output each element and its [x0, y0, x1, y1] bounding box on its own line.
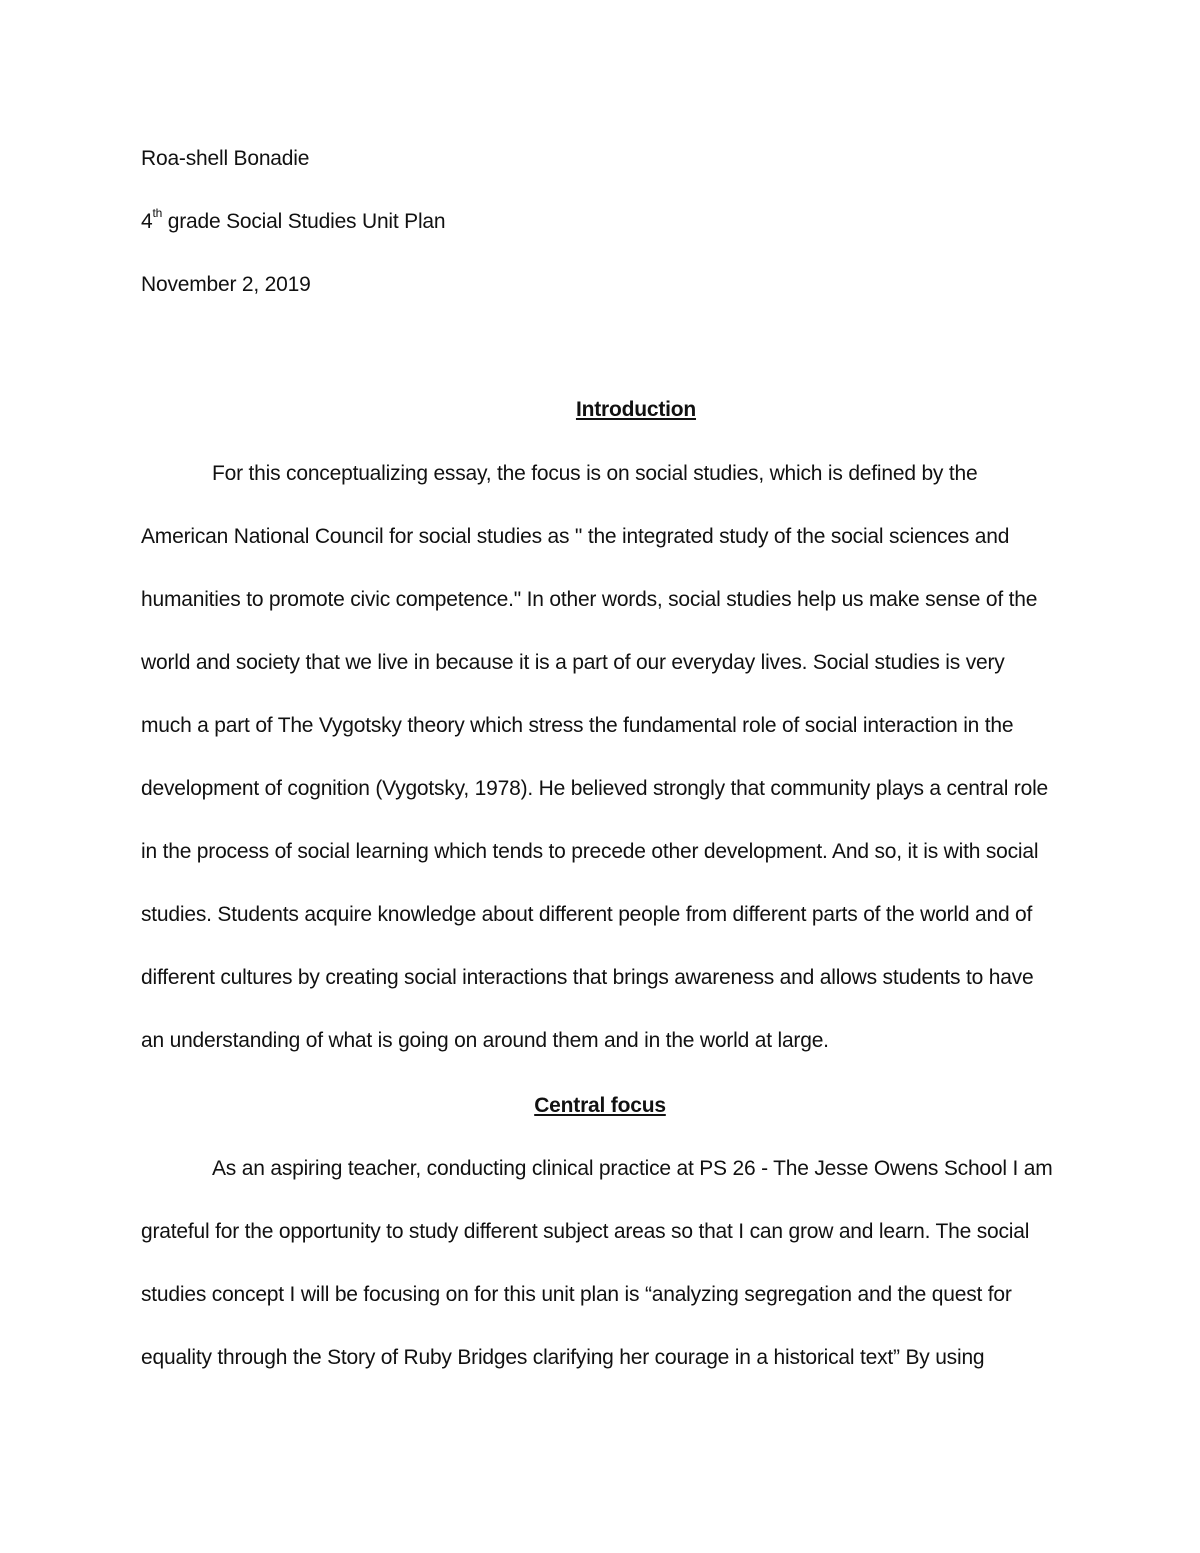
central-focus-heading: Central focus — [534, 1094, 666, 1117]
course-grade-number: 4 — [141, 210, 153, 233]
paragraph-line: world and society that we live in because it is a part of our everyday lives. Social studies is very — [141, 651, 1005, 674]
paragraph-line: humanities to promote civic competence." In other words, social studies help us make sense of the — [141, 588, 1038, 611]
introduction-paragraph — [141, 442, 1061, 1072]
paragraph-line: studies concept I will be focusing on for this unit plan is “analyzing segregation and the quest for — [141, 1283, 1012, 1306]
document-date: November 2, 2019 — [141, 273, 311, 296]
course-title — [141, 190, 1061, 253]
paragraph-line: different cultures by creating social interactions that brings awareness and allows students to have — [141, 966, 1034, 989]
paragraph-line: development of cognition (Vygotsky, 1978). He believed strongly that community plays a central role — [141, 777, 1049, 800]
paragraph-line: in the process of social learning which tends to precede other development. And so, it is with social — [141, 840, 1039, 863]
paragraph-line: As an aspiring teacher, conducting clinical practice at PS 26 - The Jesse Owens School I am — [212, 1157, 1053, 1180]
paragraph-line: equality through the Story of Ruby Bridges clarifying her courage in a historical text” By using — [141, 1346, 985, 1369]
paragraph-line: For this conceptualizing essay, the focus is on social studies, which is defined by the — [212, 462, 978, 485]
introduction-heading: Introduction — [575, 398, 697, 421]
paragraph-line: an understanding of what is going on around them and in the world at large. — [141, 1029, 829, 1052]
paragraph-line: grateful for the opportunity to study different subject areas so that I can grow and learn. The social — [141, 1220, 1030, 1243]
paragraph-line: American National Council for social studies as " the integrated study of the social sciences and — [141, 525, 1010, 548]
course-title-rest: grade Social Studies Unit Plan — [162, 210, 446, 233]
document-header — [141, 127, 1061, 316]
central-focus-paragraph — [141, 1137, 1061, 1389]
course-grade-suffix: th — [152, 206, 163, 220]
paragraph-line: much a part of The Vygotsky theory which stress the fundamental role of social interaction in the — [141, 714, 1014, 737]
author-name: Roa-shell Bonadie — [141, 147, 310, 170]
paragraph-line: studies. Students acquire knowledge about different people from different parts of the world and of — [141, 903, 1033, 926]
